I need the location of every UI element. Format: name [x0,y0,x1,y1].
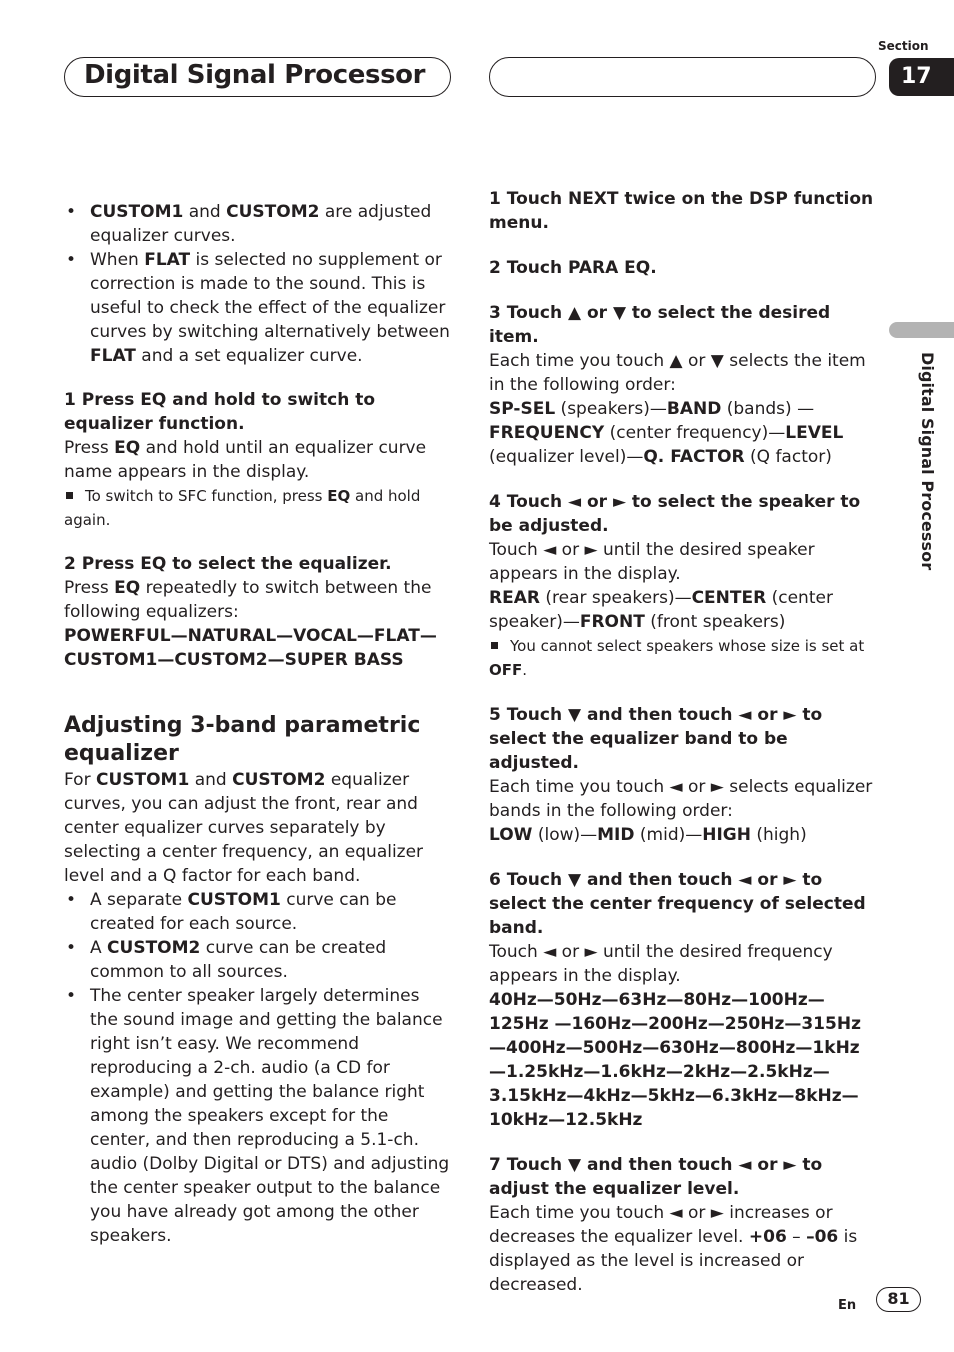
r-step-1-title: 1 Touch NEXT twice on the DSP function menu. [489,189,874,233]
r-step-7-title: 7 Touch ▼ and then touch ◄ or ► to adjust the equalizer level. [489,1155,823,1199]
section-number-badge: 17 [889,58,954,96]
right-column [489,187,875,1297]
r-step-3-sequence: SP-SEL (speakers)—BAND (bands) —FREQUENCY (center frequency)—LEVEL (equalizer level)—Q. FACTOR (Q factor) [489,399,844,467]
intro-bullet-list [64,200,450,368]
note-square-icon [491,642,498,649]
r-step-3-body: Each time you touch ▲ or ▼ selects the item in the following order: [489,351,866,395]
r-step-2-title: 2 Touch PARA EQ. [489,258,657,278]
r-step-6-body: Touch ◄ or ► until the desired frequency appears in the display. [489,942,833,986]
left-column [64,200,450,1248]
r-step-5-body: Each time you touch ◄ or ► selects equalizer bands in the following order: [489,777,873,821]
page-title: Digital Signal Processor [84,60,426,90]
r-step-5-title: 5 Touch ▼ and then touch ◄ or ► to select the equalizer band to be adjusted. [489,705,823,773]
frequency-sequence: 40Hz—50Hz—63Hz—80Hz—100Hz—125Hz —160Hz—200Hz—250Hz—315Hz—400Hz—500Hz—630Hz—800Hz—1kHz—1.25kHz—1.6kHz—2kHz—2.5kHz—3.15kHz—4kHz—5kHz—6.3kHz—8kHz—10kHz—12.5kHz [489,990,861,1130]
r-step-4-body: Touch ◄ or ► until the desired speaker appears in the display. [489,540,815,584]
list-item: • A CUSTOM2 curve can be created common to all sources. [64,936,450,984]
step-1-body: Press EQ and hold until an equalizer curve name appears in the display. [64,438,427,482]
r-step-3-title: 3 Touch ▲ or ▼ to select the desired item. [489,303,831,347]
section-heading: Adjusting 3-band parametric equalizer [64,713,421,766]
step-2-title: 2 Press EQ to select the equalizer. [64,554,392,574]
list-item: • The center speaker largely determines the sound image and getting the balance right isn’t easy. We recommend reproducing a 2-ch. audio (a CD for example) and getting the balance right among the speakers except for the center, and then reproducing a 5.1-ch. audio (Dolby Digital or DTS) and adjusting the center speaker output to the balance you have already got among the other speakers. [64,984,450,1248]
side-tab-marker [889,322,954,338]
step-1-title: 1 Press EQ and hold to switch to equalizer function. [64,390,376,434]
r-step-4-sequence: REAR (rear speakers)—CENTER (center speaker)—FRONT (front speakers) [489,588,833,632]
r-step-4-title: 4 Touch ◄ or ► to select the speaker to be adjusted. [489,492,861,536]
section-label: Section [878,39,929,53]
equalizer-sequence: POWERFUL—NATURAL—VOCAL—FLAT—CUSTOM1—CUSTOM2—SUPER BASS [64,626,437,670]
step-2-body: Press EQ repeatedly to switch between the following equalizers: [64,578,432,622]
notes-bullet-list [64,888,450,1248]
list-item: • When FLAT is selected no supplement or correction is made to the sound. This is useful to check the effect of the equalizer curves by switching alternatively between FLAT and a set equalizer curve. [64,248,450,368]
page-number: 81 [876,1287,921,1312]
intro-paragraph: For CUSTOM1 and CUSTOM2 equalizer curves, you can adjust the front, rear and center equalizer curves separately by selecting a center frequency, an equalizer level and a Q factor for each band. [64,770,424,886]
header-blank-frame [489,57,876,97]
r-step-5-sequence: LOW (low)—MID (mid)—HIGH (high) [489,825,807,845]
side-tab-label: Digital Signal Processor [918,352,937,571]
r-step-4-note: You cannot select speakers whose size is set at OFF. [489,637,865,679]
language-label: En [838,1298,857,1313]
list-item: • CUSTOM1 and CUSTOM2 are adjusted equalizer curves. [64,200,450,248]
r-step-7-body: Each time you touch ◄ or ► increases or decreases the equalizer level. +06 – –06 is displayed as the level is increased or decreased. [489,1203,858,1295]
r-step-6-title: 6 Touch ▼ and then touch ◄ or ► to select the center frequency of selected band. [489,870,866,938]
step-1-note: To switch to SFC function, press EQ and hold again. [64,487,421,529]
note-square-icon [66,492,73,499]
list-item: • A separate CUSTOM1 curve can be created for each source. [64,888,450,936]
